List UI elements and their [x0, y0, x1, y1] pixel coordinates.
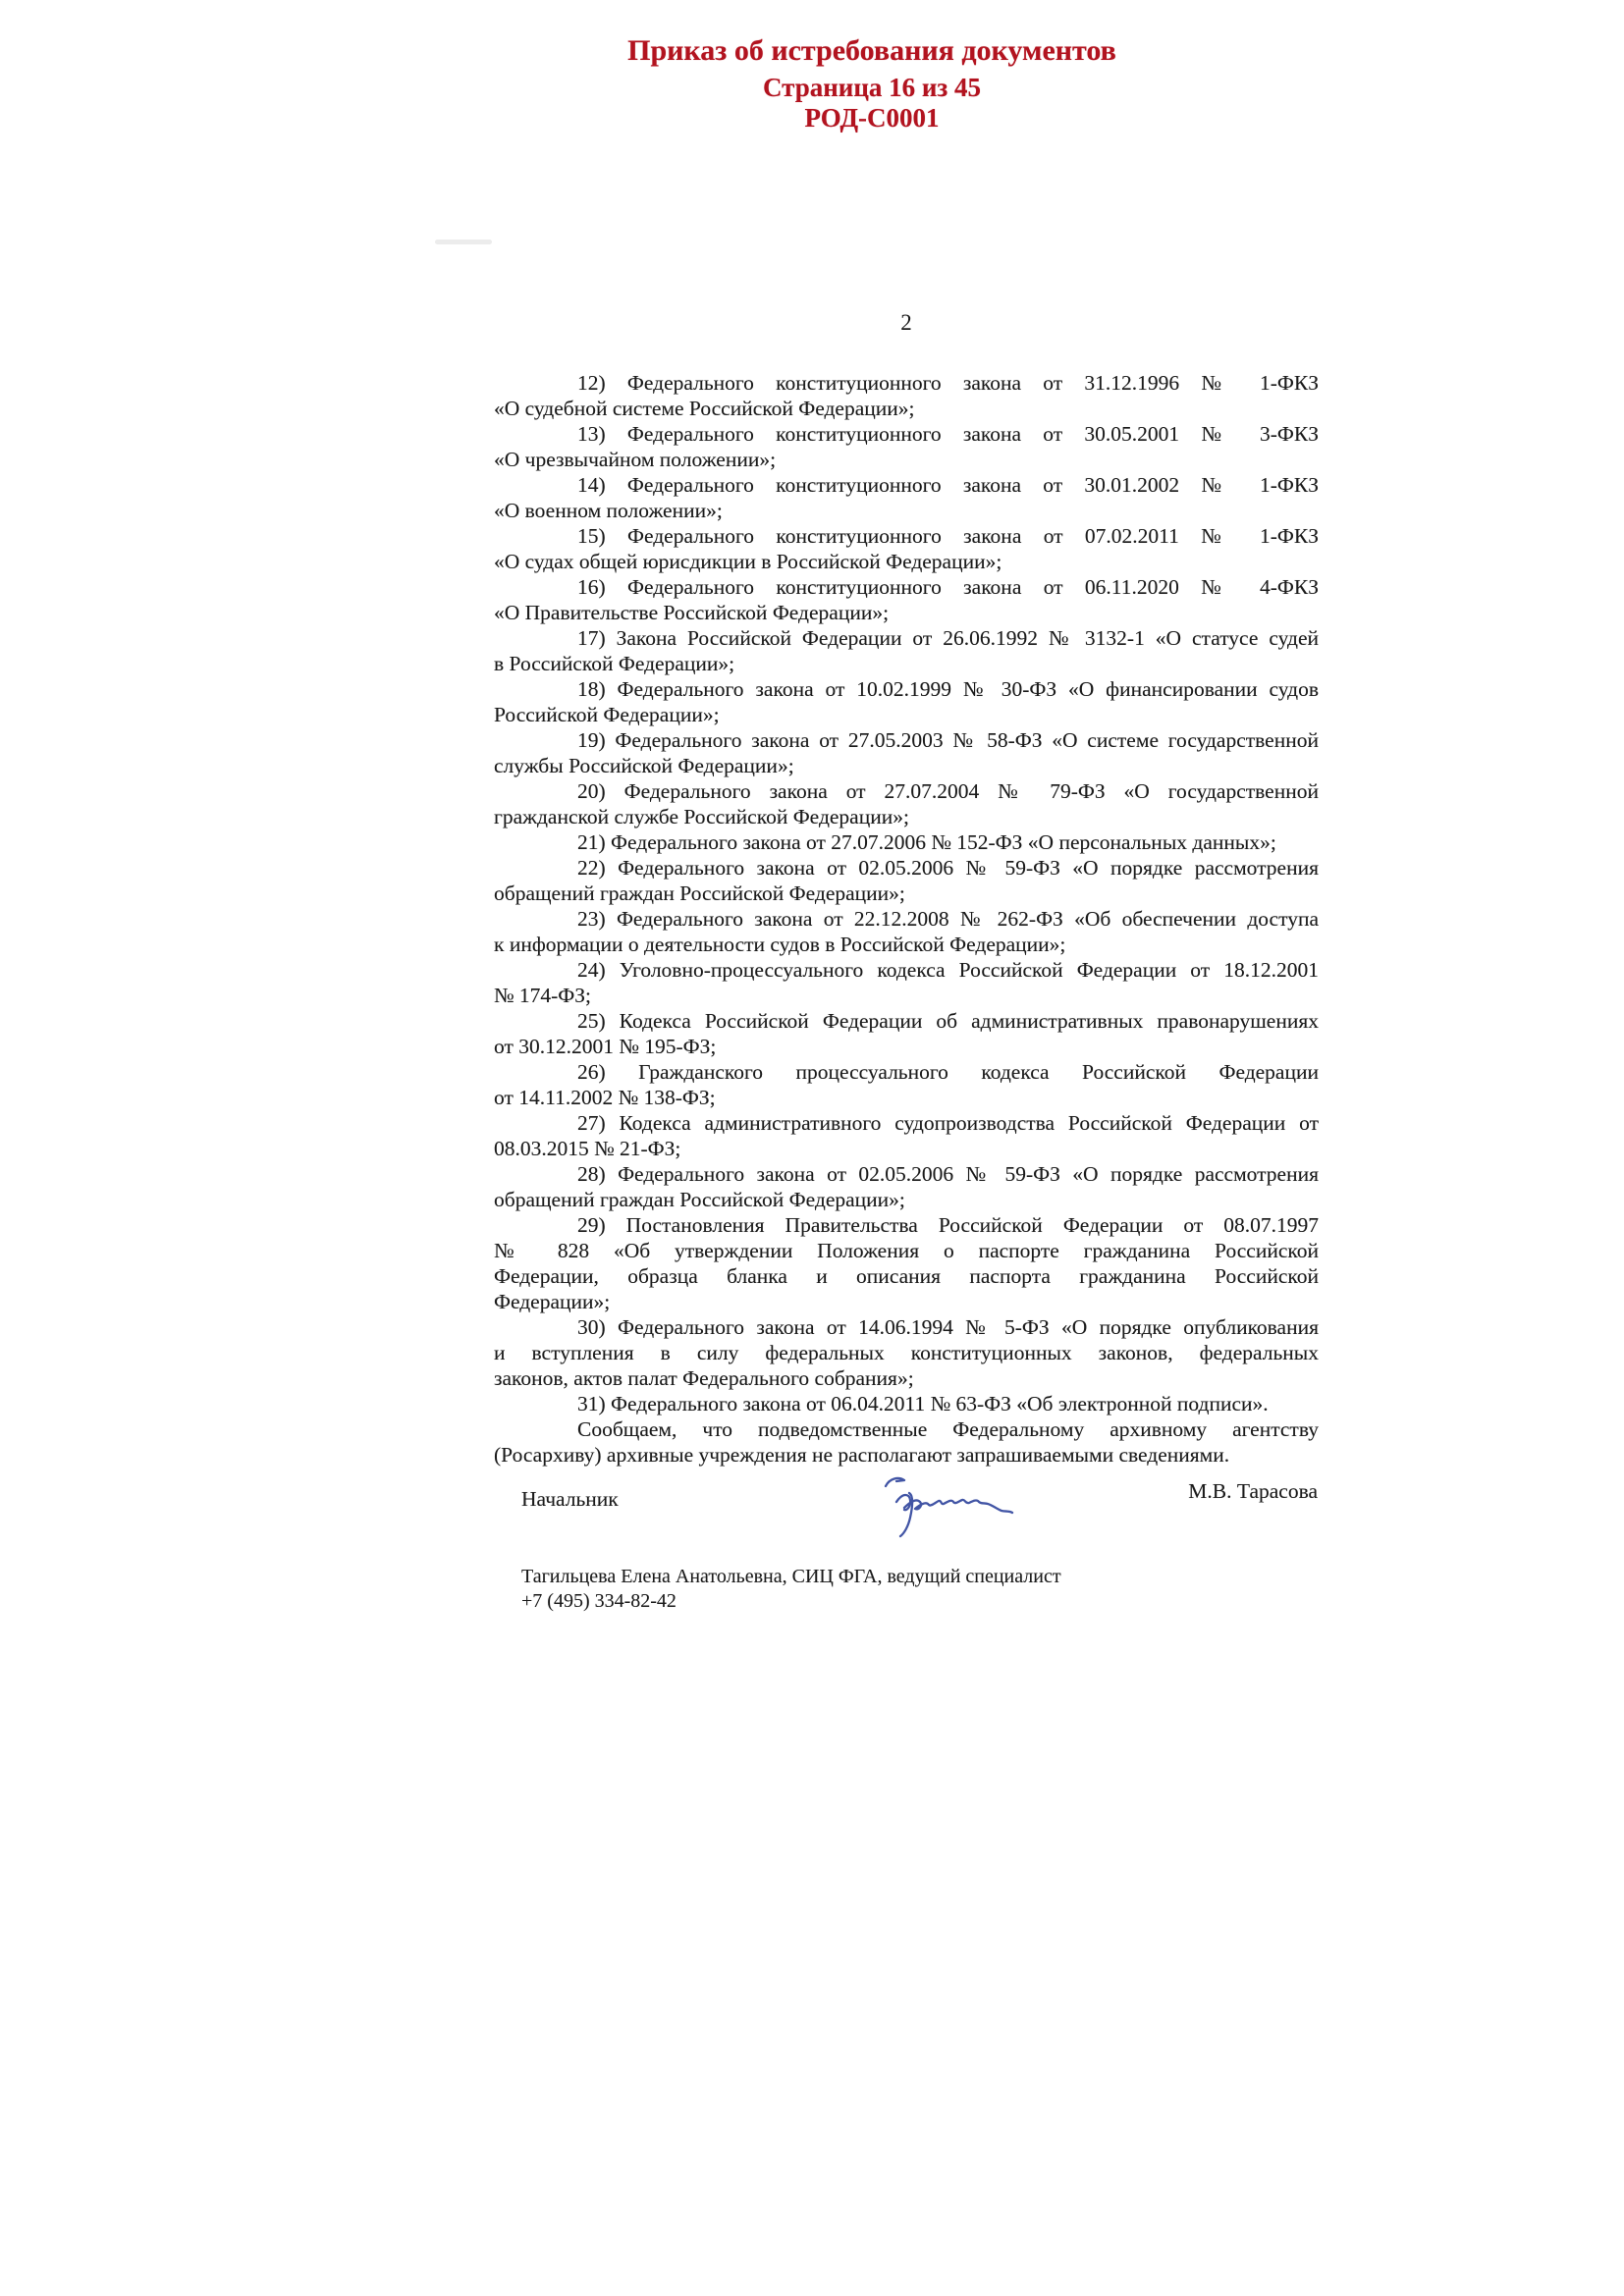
paragraph-line: 14) Федерального конституционного закона от 30.01.2002 № 1-ФКЗ — [577, 473, 1319, 497]
paragraph — [494, 1212, 1319, 1314]
paragraph — [494, 676, 1319, 727]
body-text — [494, 370, 1319, 1468]
header-page-indicator: Страница 16 из 45 — [762, 73, 982, 102]
paragraph-line: Российской Федерации»; — [494, 703, 720, 726]
paragraph-line: 24) Уголовно-процессуального кодекса Российской Федерации от 18.12.2001 — [577, 958, 1319, 982]
paragraph-line: 16) Федерального конституционного закона от 06.11.2020 № 4-ФКЗ — [577, 575, 1319, 599]
scan-artifact — [435, 240, 492, 244]
paragraph-line: 30) Федерального закона от 14.06.1994 № 5-ФЗ «О порядке опубликования — [577, 1315, 1319, 1339]
paragraph — [494, 421, 1319, 472]
paragraph — [494, 1059, 1319, 1110]
paragraph-line: Сообщаем, что подведомственные Федеральному архивному агентству — [577, 1417, 1319, 1441]
paragraph-line: «О Правительстве Российской Федерации»; — [494, 601, 890, 624]
paragraph-line: № 174-ФЗ; — [494, 984, 592, 1007]
paragraph-line: 19) Федерального закона от 27.05.2003 № 58-ФЗ «О системе государственной — [577, 728, 1319, 752]
paragraph-line: 22) Федерального закона от 02.05.2006 № 59-ФЗ «О порядке рассмотрения — [577, 856, 1319, 880]
paragraph-line: 13) Федерального конституционного закона от 30.05.2001 № 3-ФКЗ — [577, 422, 1319, 446]
paragraph — [494, 523, 1319, 574]
paragraph — [494, 1416, 1319, 1468]
paragraph — [494, 472, 1319, 523]
document-footer — [521, 1565, 1061, 1614]
paragraph-line: 25) Кодекса Российской Федерации об административных правонарушениях — [577, 1009, 1319, 1033]
paragraph-line: 27) Кодекса административного судопроизводства Российской Федерации от — [577, 1111, 1319, 1135]
paragraph-line: 23) Федерального закона от 22.12.2008 № 262-ФЗ «Об обеспечении доступа — [577, 907, 1319, 931]
document-header — [381, 29, 1363, 133]
paragraph-line: законов, актов палат Федерального собрания»; — [494, 1366, 914, 1390]
paragraph — [494, 1161, 1319, 1212]
page-number: 2 — [900, 310, 912, 335]
paragraph-line: 18) Федерального закона от 10.02.1999 № 30-ФЗ «О финансировании судов — [577, 677, 1319, 701]
paragraph-line: «О военном положении»; — [494, 499, 723, 522]
header-title: Приказ об истребования документов — [627, 34, 1116, 67]
paragraph-line: 15) Федерального конституционного закона от 07.02.2011 № 1-ФКЗ — [577, 524, 1319, 548]
paragraph-line: в Российской Федерации»; — [494, 652, 735, 675]
paragraph-line: и вступления в силу федеральных конституционных законов, федеральных — [494, 1341, 1319, 1364]
paragraph-line: 28) Федерального закона от 02.05.2006 № 59-ФЗ «О порядке рассмотрения — [577, 1162, 1319, 1186]
paragraph — [494, 1391, 1319, 1416]
paragraph-line: Федерации»; — [494, 1290, 611, 1313]
paragraph-line: обращений граждан Российской Федерации»; — [494, 881, 905, 905]
paragraph-line: 12) Федерального конституционного закона от 31.12.1996 № 1-ФКЗ — [577, 371, 1319, 395]
paragraph-line: 31) Федерального закона от 06.04.2011 № 63-ФЗ «Об электронной подписи». — [577, 1392, 1269, 1415]
paragraph-line: службы Российской Федерации»; — [494, 754, 794, 777]
paragraph-line: от 30.12.2001 № 195-ФЗ; — [494, 1035, 717, 1058]
paragraph-line: «О судебной системе Российской Федерации»; — [494, 397, 915, 420]
footer-phone: +7 (495) 334-82-42 — [521, 1590, 677, 1612]
paragraph — [494, 1008, 1319, 1059]
signatory-role: Начальник — [521, 1487, 619, 1511]
paragraph-line: 08.03.2015 № 21-ФЗ; — [494, 1137, 681, 1160]
paragraph-line: (Росархиву) архивные учреждения не располагают запрашиваемыми сведениями. — [494, 1443, 1230, 1467]
header-doc-code: РОД-С0001 — [804, 103, 940, 133]
paragraph — [494, 625, 1319, 676]
paragraph — [494, 574, 1319, 625]
paragraph — [494, 957, 1319, 1008]
paragraph — [494, 1314, 1319, 1391]
paragraph — [494, 727, 1319, 778]
paragraph-line: от 14.11.2002 № 138-ФЗ; — [494, 1086, 716, 1109]
signature-icon — [872, 1467, 1019, 1543]
paragraph — [494, 1110, 1319, 1161]
paragraph-line: Федерации, образца бланка и описания паспорта гражданина Российской — [494, 1264, 1319, 1288]
paragraph-line: 17) Закона Российской Федерации от 26.06.1992 № 3132-1 «О статусе судей — [577, 626, 1319, 650]
paragraph-line: 20) Федерального закона от 27.07.2004 № 79-ФЗ «О государственной — [577, 779, 1319, 803]
paragraph-line: № 828 «Об утверждении Положения о паспорте гражданина Российской — [494, 1239, 1319, 1262]
paragraph-line: 26) Гражданского процессуального кодекса Российской Федерации — [577, 1060, 1319, 1084]
paragraph — [494, 829, 1319, 855]
paragraph-line: 21) Федерального закона от 27.07.2006 № 152-ФЗ «О персональных данных»; — [577, 830, 1276, 854]
paragraph — [494, 778, 1319, 829]
paragraph-line: 29) Постановления Правительства Российской Федерации от 08.07.1997 — [577, 1213, 1319, 1237]
paragraph-line: гражданской службе Российской Федерации»; — [494, 805, 909, 828]
paragraph-line: обращений граждан Российской Федерации»; — [494, 1188, 905, 1211]
signatory-name: М.В. Тарасова — [1188, 1479, 1318, 1503]
paragraph-line: «О судах общей юрисдикции в Российской Федерации»; — [494, 550, 1002, 573]
paragraph-line: «О чрезвычайном положении»; — [494, 448, 777, 471]
paragraph-line: к информации о деятельности судов в Российской Федерации»; — [494, 933, 1066, 956]
paragraph — [494, 370, 1319, 421]
paragraph — [494, 906, 1319, 957]
footer-contact: Тагильцева Елена Анатольевна, СИЦ ФГА, ведущий специалист — [521, 1566, 1061, 1587]
paragraph — [494, 855, 1319, 906]
